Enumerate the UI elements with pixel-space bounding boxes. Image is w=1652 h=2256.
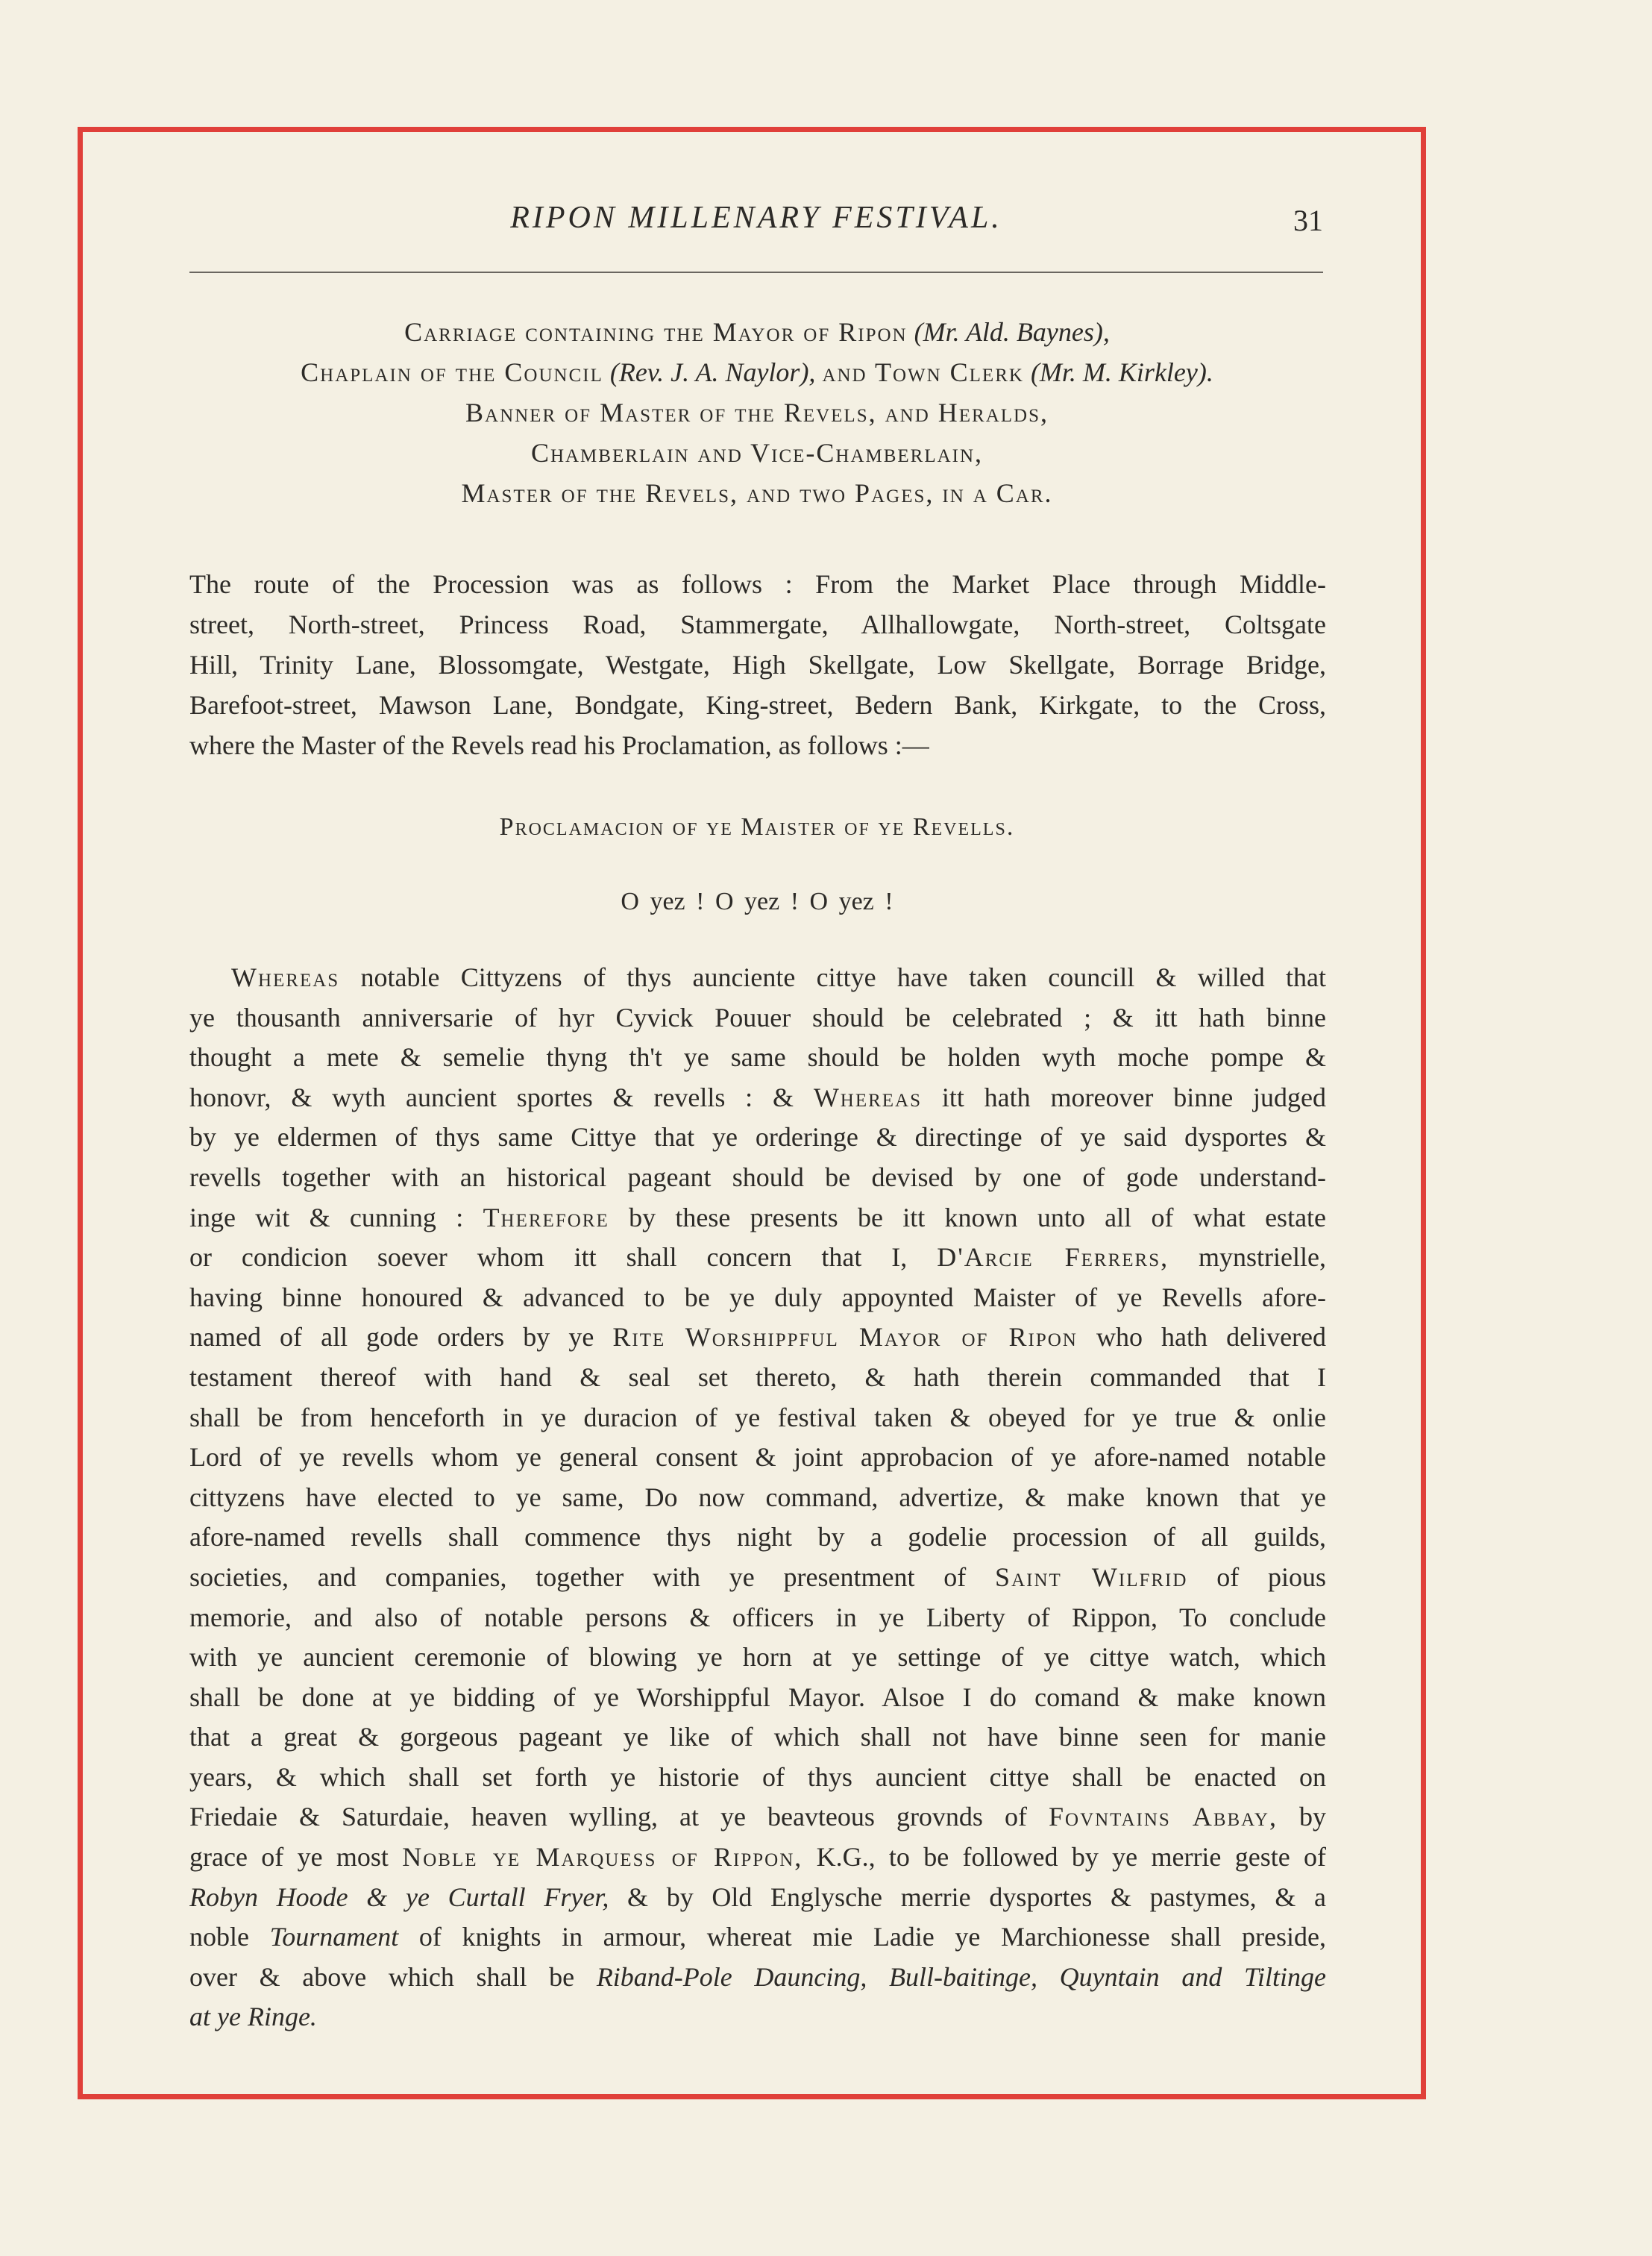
route-line: Barefoot-street, Mawson Lane, Bondgate, King-street, Bedern Bank, Kirkgate, to the Cross, bbox=[189, 690, 1326, 720]
route-line: The route of the Procession was as follows : From the Market Place through Middle- bbox=[189, 569, 1326, 599]
text-line: Friedaie & Saturdaie, heaven wylling, at ye beavteous grovnds of Fovntains Abbay, by bbox=[189, 1802, 1326, 1832]
route-line: street, North-street, Princess Road, Stammergate, Allhallowgate, North-street, Coltsgate bbox=[189, 610, 1326, 639]
route-paragraph bbox=[189, 564, 1326, 765]
text-line: years, & which shall set forth ye historie of thys auncient cittye shall be enacted on bbox=[189, 1761, 1326, 1792]
page-number: 31 bbox=[1293, 204, 1323, 237]
text-line: testament thereof with hand & seal set thereto, & hath therein commanded that I bbox=[189, 1362, 1326, 1392]
text-line: ye thousanth anniversarie of hyr Cyvick Pouuer should be celebrated ; & itt hath binne bbox=[189, 1002, 1326, 1033]
text-line: noble Tournament of knights in armour, whereat mie Ladie ye Marchionesse shall preside, bbox=[189, 1922, 1326, 1952]
procession-line-4: Chamberlain and Vice-Chamberlain, bbox=[530, 438, 984, 468]
text-line: memorie, and also of notable persons & officers in ye Liberty of Rippon, To conclude bbox=[189, 1602, 1326, 1632]
text-line: that a great & gorgeous pageant ye like of which shall not have binne seen for manie bbox=[189, 1722, 1326, 1752]
text-line: societies, and companies, together with ye presentment of Saint Wilfrid of pious bbox=[189, 1561, 1326, 1592]
text-line: honovr, & wyth auncient sportes & revells : & Whereas itt hath moreover binne judged bbox=[189, 1082, 1326, 1112]
text-line: named of all gode orders by ye Rite Worshippful Mayor of Ripon who hath delivered bbox=[189, 1322, 1326, 1353]
procession-line-5: Master of the Revels, and two Pages, in a Car. bbox=[461, 478, 1053, 508]
text-line: with ye auncient ceremonie of blowing ye horn at ye settinge of ye cittye watch, which bbox=[189, 1642, 1326, 1673]
text-line: Robyn Hoode & ye Curtall Fryer, & by Old Englysche merrie dysportes & pastymes, & a bbox=[189, 1881, 1326, 1912]
text-line: cittyzens have elected to ye same, Do now command, advertize, & make known that ye bbox=[189, 1482, 1326, 1512]
text-line: afore-named revells shall commence thys night by a godelie procession of all guilds, bbox=[189, 1522, 1326, 1552]
procession-line-2: Chaplain of the Council (Rev. J. A. Naylor), and Town Clerk (Mr. M. Kirkley). bbox=[301, 357, 1213, 387]
text-line: thought a mete & semelie thyng th't ye same should be holden wyth moche pompe & bbox=[189, 1042, 1326, 1073]
header-rule bbox=[189, 272, 1323, 273]
procession-line-3: Banner of Master of the Revels, and Heralds, bbox=[465, 398, 1049, 427]
text-line: Whereas notable Cittyzens of thys aunciente cittye have taken councill & willed that bbox=[231, 962, 1326, 992]
text-line: or condicion soever whom itt shall concern that I, D'Arcie Ferrers, mynstrielle, bbox=[189, 1242, 1326, 1273]
text-line: at ye Ringe. bbox=[189, 2002, 317, 2032]
text-line: over & above which shall be Riband-Pole Dauncing, Bull-baitinge, Quyntain and Tiltinge bbox=[189, 1961, 1326, 1992]
text-line: having binne honoured & advanced to be ye duly appoynted Maister of ye Revells afore- bbox=[189, 1282, 1326, 1312]
text-line: Lord of ye revells whom ye general consent & joint approbacion of ye afore-named notable bbox=[189, 1442, 1326, 1473]
route-line: Hill, Trinity Lane, Blossomgate, Westgate, High Skellgate, Low Skellgate, Borrage Bridge, bbox=[189, 650, 1326, 680]
text-line: revells together with an historical pageant should be devised by one of gode understand- bbox=[189, 1162, 1326, 1192]
proclamation-title: Proclamacion of ye Maister of ye Revells. bbox=[499, 813, 1015, 841]
proclamation-text bbox=[189, 958, 1326, 2037]
text-line: grace of ye most Noble ye Marquess of Rippon, K.G., to be followed by ye merrie geste of bbox=[189, 1842, 1326, 1873]
running-title: RIPON MILLENARY FESTIVAL. bbox=[510, 201, 1002, 235]
procession-order bbox=[149, 312, 1365, 513]
oyez-line: O yez ! O yez ! O yez ! bbox=[621, 888, 893, 915]
text-line: by ye eldermen of thys same Cittye that ye orderinge & directinge of ye said dysportes & bbox=[189, 1122, 1326, 1153]
procession-line-1: Carriage containing the Mayor of Ripon (Mr. Ald. Baynes), bbox=[404, 317, 1110, 347]
text-line: inge wit & cunning : Therefore by these presents be itt known unto all of what estate bbox=[189, 1202, 1326, 1232]
text-line: shall be from henceforth in ye duracion of ye festival taken & obeyed for ye true & onlie bbox=[189, 1402, 1326, 1432]
route-line: where the Master of the Revels read his Proclamation, as follows :— bbox=[189, 730, 929, 760]
page-header bbox=[189, 200, 1323, 245]
text-line: shall be done at ye bidding of ye Worshippful Mayor. Alsoe I do comand & make known bbox=[189, 1682, 1326, 1712]
